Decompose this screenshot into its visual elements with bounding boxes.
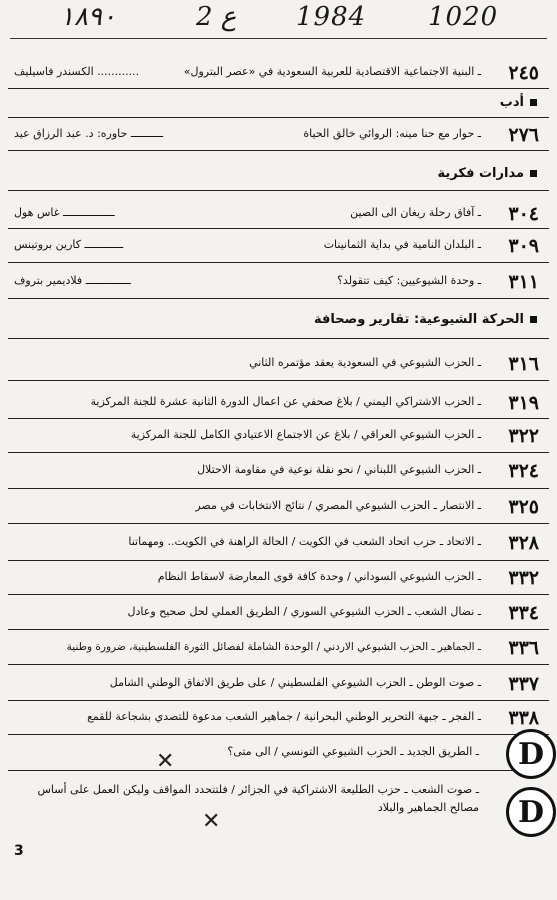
toc-entry [14,532,539,558]
entry-title: ـ حوار مع حنا مينه: الروائي خالق الحياة [303,127,481,140]
toc-entry [14,602,539,628]
entry-title: ـ الجماهير ـ الحزب الشيوعي الاردني / الوحدة الشاملة لفصائل الثورة الفلسطينية، ضرورة وطنية [66,641,481,653]
entry-page-number: ٢٧٦ [508,124,539,146]
stamp-letter: D [517,794,544,830]
toc-entry [14,707,539,733]
divider [8,770,549,771]
entry-page-number: ٣١٩ [508,392,539,414]
entry-page-number: ٣١١ [508,271,539,293]
section-label: الحركة الشيوعية: تقارير وصحافة [314,312,524,327]
divider [8,700,549,701]
entry-title: ـ الاتحاد ـ حزب اتحاد الشعب في الكويت / الحالة الراهنة في الكويت.. ومهماتنا [128,535,481,548]
divider [8,523,549,524]
toc-entry [14,460,539,486]
entry-page-number: ٣٣٦ [508,637,539,659]
library-stamp-icon [506,729,556,779]
toc-entry [14,567,539,593]
handwritten-x-mark-icon: ✕ [202,809,221,834]
library-stamp-icon [506,787,556,837]
toc-entry [14,673,539,699]
entry-page-number: ٣٠٩ [508,235,539,257]
section-heading-adab [500,95,537,110]
entry-title: ـ الحزب الشيوعي العراقي / بلاغ عن الاجتماع الاعتيادي الكامل للجنة المركزية [130,428,481,441]
section-heading-madarat [438,166,537,181]
toc-entry [14,742,539,768]
entry-title: ـ الحزب الشيوعي اللبناني / نحو نقلة نوعية في مقاومة الاحتلال [197,463,481,476]
section-label: مدارات فكرية [437,166,524,181]
divider [8,228,549,229]
square-bullet-icon [530,170,537,177]
entry-title: ـ الطريق الجديد ـ الحزب الشيوعي التونسي / الى متى؟ [227,745,479,758]
entry-page-number: ٣٢٤ [508,460,539,482]
entry-title: ـ الحزب الشيوعي في السعودية يعقد مؤتمره الثاني [249,356,481,369]
entry-title: ـ نضال الشعب ـ الحزب الشيوعي السوري / الطريق العملي لحل صحيح وعادل [127,605,481,618]
entry-page-number: ٣٣٤ [508,602,539,624]
entry-page-number: ٢٤٥ [508,62,539,84]
divider [8,734,549,735]
handwritten-issue: ع 2 [196,2,237,32]
toc-entry [14,353,539,379]
toc-entry [14,780,539,820]
header-underline [10,38,547,39]
toc-entry [14,203,539,229]
divider [8,629,549,630]
entry-author: ............ الكسندر فاسيليف [14,65,140,78]
entry-title: ـ وحدة الشيوعيين: كيف تتقولد؟ [337,274,481,287]
entry-title-continued: مصالح الجماهير والبلاد [377,801,479,814]
divider [8,338,549,339]
entry-page-number: ٣١٦ [508,353,539,375]
toc-entry [14,235,539,261]
divider [8,150,549,151]
entry-title: ـ الانتصار ـ الحزب الشيوعي المصري / نتائج الانتخابات في مصر [195,499,481,512]
entry-title: ـ صوت الشعب ـ حزب الطليعة الاشتراكية في الجزائر / فلتتحدد المواقف وليكن العمل على أساس [37,783,479,796]
toc-entry [14,271,539,297]
entry-page-number: ٣٣٧ [508,673,539,695]
entry-page-number: ٣٢٥ [508,496,539,518]
toc-entry [14,637,539,663]
section-label: أدب [499,95,524,110]
square-bullet-icon [530,316,537,323]
entry-author: ــــــــــــ كارين بروتينس [14,238,124,251]
entry-page-number: ٣٠٤ [508,203,539,225]
entry-title: ـ الحزب الاشتراكي اليمني / بلاغ صحفي عن اعمال الدورة الثانية عشرة للجنة المركزية [90,395,481,408]
stamp-letter: D [517,736,544,772]
toc-entry [14,62,539,88]
divider [8,380,549,381]
entry-page-number: ٣٢٨ [508,532,539,554]
divider [8,560,549,561]
entry-page-number: ٣٢٢ [508,425,539,447]
entry-author: ــــــــــــــــ غاس هول [14,206,115,219]
page-number: 3 [14,843,24,859]
divider [8,190,549,191]
divider [8,418,549,419]
divider [8,88,549,89]
toc-entry [14,392,539,418]
handwritten-code: ١٨٩٠ [60,2,116,32]
toc-entry [14,496,539,522]
divider [8,298,549,299]
divider [8,594,549,595]
entry-page-number: ٣٣٨ [508,707,539,729]
entry-page-number: ٣٣٢ [508,567,539,589]
divider [8,488,549,489]
entry-title: ـ صوت الوطن ـ الحزب الشيوعي الفلسطيني / على طريق الاتفاق الوطني الشامل [109,676,481,689]
divider [8,664,549,665]
handwritten-number-1: 1020 [428,2,499,32]
entry-title: ـ البنية الاجتماعية الاقتصادية للعربية السعودية في «عصر البترول» [183,65,481,78]
handwritten-x-mark-icon: ✕ [156,749,175,774]
square-bullet-icon [530,99,537,106]
entry-title: ـ البلدان النامية في بداية الثمانينات [323,238,481,251]
entry-author: ــــــــــ حاوره: د. عبد الرزاق عيد [14,127,164,140]
entry-author: ــــــــــــــ فلاديمير بتروف [14,274,131,287]
entry-title: ـ الفجر ـ جبهة التحرير الوطني البحرانية / جماهير الشعب مدعوة للتصدي بشجاعة للقمع [87,710,481,723]
entry-title: ـ الحزب الشيوعي السوداني / وحدة كافة قوى المعارضة لاسقاط النظام [157,570,481,583]
handwritten-year: 1984 [296,2,367,32]
divider [8,452,549,453]
divider [8,117,549,118]
toc-entry [14,124,539,150]
divider [8,262,549,263]
section-heading-haraka [314,312,537,327]
entry-title: ـ آفاق رحلة ريغان الى الصين [350,206,481,219]
toc-entry [14,425,539,451]
